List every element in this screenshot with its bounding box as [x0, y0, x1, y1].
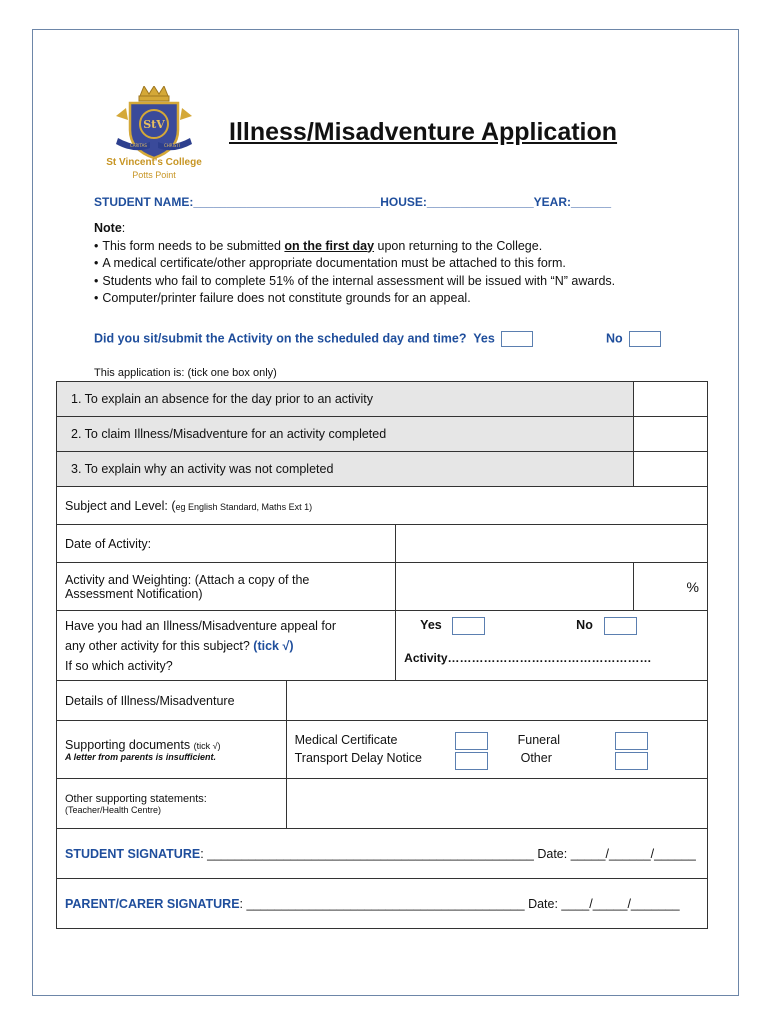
option-label-3: 3. To explain why an activity was not completed: [57, 452, 634, 487]
note-item-4: • Computer/printer failure does not constitute grounds for an appeal.: [94, 290, 615, 308]
prior-appeal-row: [57, 611, 708, 681]
subject-row: [57, 487, 708, 525]
date-of-activity-field[interactable]: [396, 525, 708, 563]
scheduled-no-checkbox[interactable]: [629, 331, 661, 347]
other-statements-row: [57, 779, 708, 829]
supporting-row: [57, 721, 708, 779]
scheduled-no-option: No: [606, 331, 661, 347]
note-title: Note: [94, 221, 122, 235]
parent-signature-field[interactable]: PARENT/CARER SIGNATURE: ________________________________________ Date: ____/_____/_______: [57, 879, 708, 929]
page-title: Illness/Misadventure Application: [229, 118, 618, 146]
other-checkbox[interactable]: [615, 752, 648, 770]
svg-text:CHRISTI: CHRISTI: [164, 143, 180, 148]
funeral-checkbox[interactable]: [615, 732, 648, 750]
supporting-label: Supporting documents (tick √) A letter from parents is insufficient.: [57, 721, 287, 779]
date-of-activity-label: Date of Activity:: [57, 525, 396, 563]
option-row-1: [57, 382, 708, 417]
other-statements-label: Other supporting statements: (Teacher/Health Centre): [57, 779, 287, 829]
note-section: Note: • This form needs to be submitted on the first day upon returning to the College. • A medical certificate/other appropriate documentation must be attached to this form. • Students who fail to complete 51% of the internal assessment will be issued with “N” awards. • Computer/printer failure does not constitute grounds for an appeal.: [94, 220, 615, 308]
option-row-3: [57, 452, 708, 487]
svg-text:StV: StV: [143, 118, 165, 131]
date-row: [57, 525, 708, 563]
option-checkbox-2[interactable]: [634, 417, 708, 452]
weighting-label: Activity and Weighting: (Attach a copy of the Assessment Notification): [57, 563, 396, 611]
student-details-line[interactable]: STUDENT NAME:____________________________HOUSE:________________YEAR:______: [94, 195, 612, 209]
svg-text:CARITAS: CARITAS: [130, 143, 147, 148]
prior-appeal-activity-field[interactable]: Activity……………………………………………: [404, 651, 652, 665]
scheduled-question: Did you sit/submit the Activity on the scheduled day and time? Yes: [94, 331, 533, 347]
tick-instruction: This application is: (tick one box only): [94, 367, 277, 379]
note-item-3: • Students who fail to complete 51% of the internal assessment will be issued with “N” awards.: [94, 273, 615, 291]
details-field[interactable]: [286, 681, 707, 721]
college-name: St Vincent's College: [106, 157, 202, 168]
option-label-2: 2. To claim Illness/Misadventure for an activity completed: [57, 417, 634, 452]
parent-signature-row: [57, 879, 708, 929]
details-label: Details of Illness/Misadventure: [57, 681, 287, 721]
other-statements-field[interactable]: [286, 779, 707, 829]
student-signature-field[interactable]: STUDENT SIGNATURE: _______________________________________________ Date: _____/______/______: [57, 829, 708, 879]
weighting-percent-field[interactable]: %: [634, 563, 708, 611]
details-row: [57, 681, 708, 721]
prior-appeal-yes-checkbox[interactable]: [452, 617, 485, 635]
subject-field[interactable]: Subject and Level: (eg English Standard, Maths Ext 1): [57, 487, 708, 525]
prior-appeal-answer: Yes No Activity……………………………………………: [396, 611, 708, 681]
student-signature-row: [57, 829, 708, 879]
option-checkbox-1[interactable]: [634, 382, 708, 417]
college-location: Potts Point: [132, 170, 176, 180]
weighting-row: [57, 563, 708, 611]
prior-appeal-no-checkbox[interactable]: [604, 617, 637, 635]
option-checkbox-3[interactable]: [634, 452, 708, 487]
scheduled-yes-checkbox[interactable]: [501, 331, 533, 347]
application-form-table: [56, 381, 708, 929]
note-item-1: • This form needs to be submitted on the first day upon returning to the College.: [94, 238, 615, 256]
crown-icon: [139, 86, 169, 101]
transport-delay-checkbox[interactable]: [455, 752, 488, 770]
note-item-2: • A medical certificate/other appropriate documentation must be attached to this form.: [94, 255, 615, 273]
option-row-2: [57, 417, 708, 452]
option-label-1: 1. To explain an absence for the day prior to an activity: [57, 382, 634, 417]
medical-certificate-checkbox[interactable]: [455, 732, 488, 750]
supporting-options: Medical Certificate Transport Delay Notice Funeral Other: [286, 721, 707, 779]
prior-appeal-question: Have you had an Illness/Misadventure appeal for any other activity for this subject? (tick √) If so which activity?: [57, 611, 396, 681]
weighting-activity-field[interactable]: [396, 563, 634, 611]
